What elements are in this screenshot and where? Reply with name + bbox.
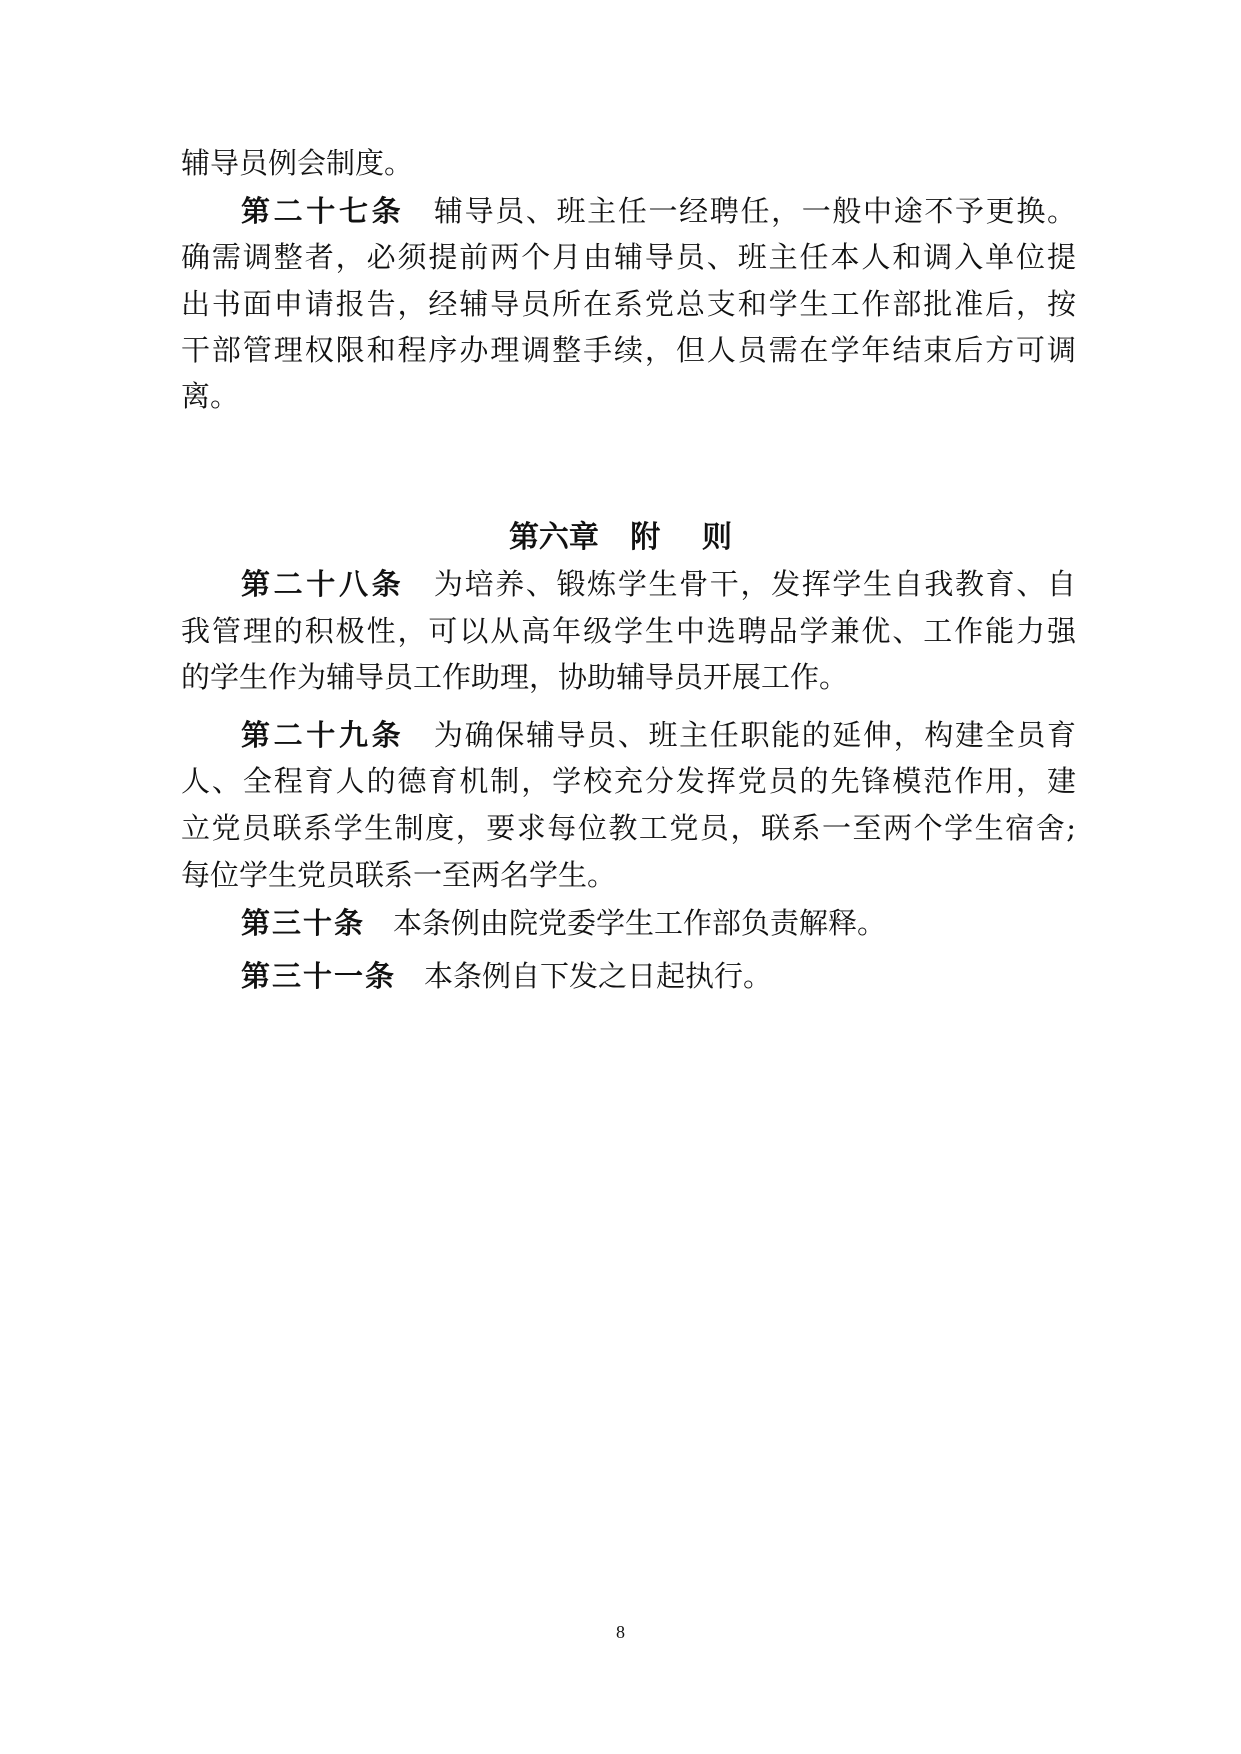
article-28-label: 第二十八条 bbox=[241, 567, 405, 601]
line-text: 人、全程育人的德育机制，学校充分发挥党员的先锋模范作用，建 bbox=[181, 764, 1076, 798]
line-text: 出书面申请报告，经辅导员所在系党总支和学生工作部批准后，按 bbox=[181, 287, 1076, 321]
text-line bbox=[181, 808, 1076, 848]
text-line bbox=[181, 657, 848, 697]
article-31-label: 第三十一条 bbox=[241, 959, 397, 993]
text-line bbox=[181, 761, 1076, 801]
article-28-text: 为培养、锻炼学生骨干，发挥学生自我教育、自 bbox=[432, 567, 1076, 601]
article-27-label: 第二十七条 bbox=[241, 194, 405, 228]
article-31-text: 本条例自下发之日起执行。 bbox=[424, 959, 773, 993]
text-line bbox=[181, 284, 1076, 324]
article-29-first-line bbox=[241, 715, 1076, 755]
line-text: 确需调整者，必须提前两个月由辅导员、班主任本人和调入单位提 bbox=[181, 240, 1076, 274]
line-text: 每位学生党员联系一至两名学生。 bbox=[181, 858, 617, 892]
text-line bbox=[181, 330, 1076, 370]
text-line bbox=[181, 376, 239, 416]
text-line bbox=[181, 143, 413, 183]
page-number: 8 bbox=[616, 1622, 625, 1642]
line-text: 立党员联系学生制度，要求每位教工党员，联系一至两个学生宿舍; bbox=[181, 811, 1076, 845]
article-31-line bbox=[241, 956, 1076, 996]
text-line bbox=[181, 237, 1076, 277]
line-text: 辅导员例会制度。 bbox=[181, 146, 414, 180]
article-30-line bbox=[241, 903, 1076, 943]
chapter-heading: 第六章 附 则 bbox=[508, 520, 733, 555]
text-line bbox=[181, 611, 1076, 651]
article-30-label: 第三十条 bbox=[241, 906, 366, 940]
article-27-first-line bbox=[241, 191, 1076, 231]
line-text: 干部管理权限和程序办理调整手续，但人员需在学年结束后方可调 bbox=[181, 333, 1076, 367]
line-text: 离。 bbox=[181, 379, 240, 413]
article-29-text: 为确保辅导员、班主任职能的延伸，构建全员育 bbox=[432, 718, 1076, 752]
text-line bbox=[181, 855, 616, 895]
article-28-first-line bbox=[241, 564, 1076, 604]
line-text: 的学生作为辅导员工作助理，协助辅导员开展工作。 bbox=[181, 660, 849, 694]
line-text: 我管理的积极性，可以从高年级学生中选聘品学兼优、工作能力强 bbox=[181, 614, 1076, 648]
article-27-text: 辅导员、班主任一经聘任，一般中途不予更换。 bbox=[432, 194, 1076, 228]
article-29-label: 第二十九条 bbox=[241, 718, 405, 752]
article-30-text: 本条例由院党委学生工作部负责解释。 bbox=[393, 906, 887, 940]
